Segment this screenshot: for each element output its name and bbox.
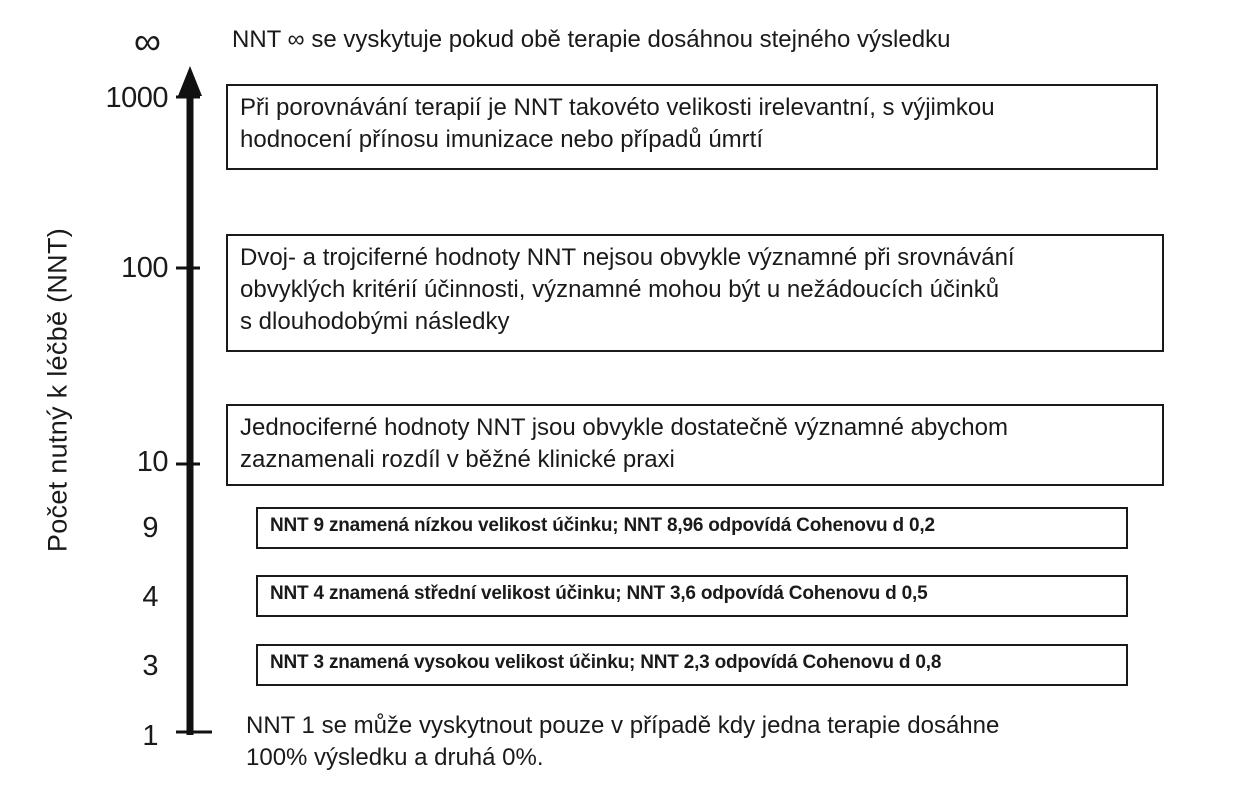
box-nnt-100 — [226, 234, 1164, 352]
tick-label-3: 3 — [142, 650, 158, 682]
box-line: NNT 4 znamená střední velikost účinku; NNT 3,6 odpovídá Cohenovu d 0,5 — [270, 583, 928, 604]
box-line: hodnocení přínosu imunizace nebo případů úmrtí — [240, 126, 763, 153]
box-nnt-4 — [256, 575, 1128, 617]
note-line: NNT 1 se může vyskytnout pouze v případě kdy jedna terapie dosáhne — [246, 712, 1000, 739]
box-line: Dvoj- a trojciferné hodnoty NNT nejsou obvykle významné při srovnávání — [240, 244, 1015, 271]
box-nnt-9 — [256, 507, 1128, 549]
box-line: Jednociferné hodnoty NNT jsou obvykle dostatečně významné abychom — [240, 414, 1008, 441]
tick-label-1000: 1000 — [105, 82, 168, 114]
tick-label-100: 100 — [121, 252, 168, 284]
axis-arrowhead — [178, 66, 202, 96]
box-nnt-1000 — [226, 84, 1158, 170]
box-line: Při porovnávání terapií je NNT takovéto velikosti irelevantní, s výjimkou — [240, 94, 995, 121]
note-infinity: NNT ∞ se vyskytuje pokud obě terapie dosáhnou stejného výsledku — [232, 26, 951, 53]
box-line: NNT 3 znamená vysokou velikost účinku; NNT 2,3 odpovídá Cohenovu d 0,8 — [270, 652, 942, 673]
tick-label-infinity: ∞ — [133, 21, 155, 63]
tick-label-4: 4 — [142, 581, 158, 613]
box-line: NNT 9 znamená nízkou velikost účinku; NNT 8,96 odpovídá Cohenovu d 0,2 — [270, 515, 935, 536]
box-line: zaznamenali rozdíl v běžné klinické praxi — [240, 446, 675, 473]
box-line: s dlouhodobými následky — [240, 308, 510, 335]
tick-label-9: 9 — [142, 512, 158, 544]
y-axis-title-text: Počet nutný k léčbě (NNT) — [42, 227, 73, 553]
note-nnt-1 — [246, 710, 999, 774]
tick-label-1: 1 — [142, 720, 158, 752]
tick-label-10: 10 — [136, 446, 168, 478]
box-nnt-10 — [226, 404, 1164, 486]
box-nnt-3 — [256, 644, 1128, 686]
box-line: obvyklých kritérií účinnosti, významné mohou být u nežádoucích účinků — [240, 276, 1000, 303]
note-line: 100% výsledku a druhá 0%. — [246, 744, 544, 771]
